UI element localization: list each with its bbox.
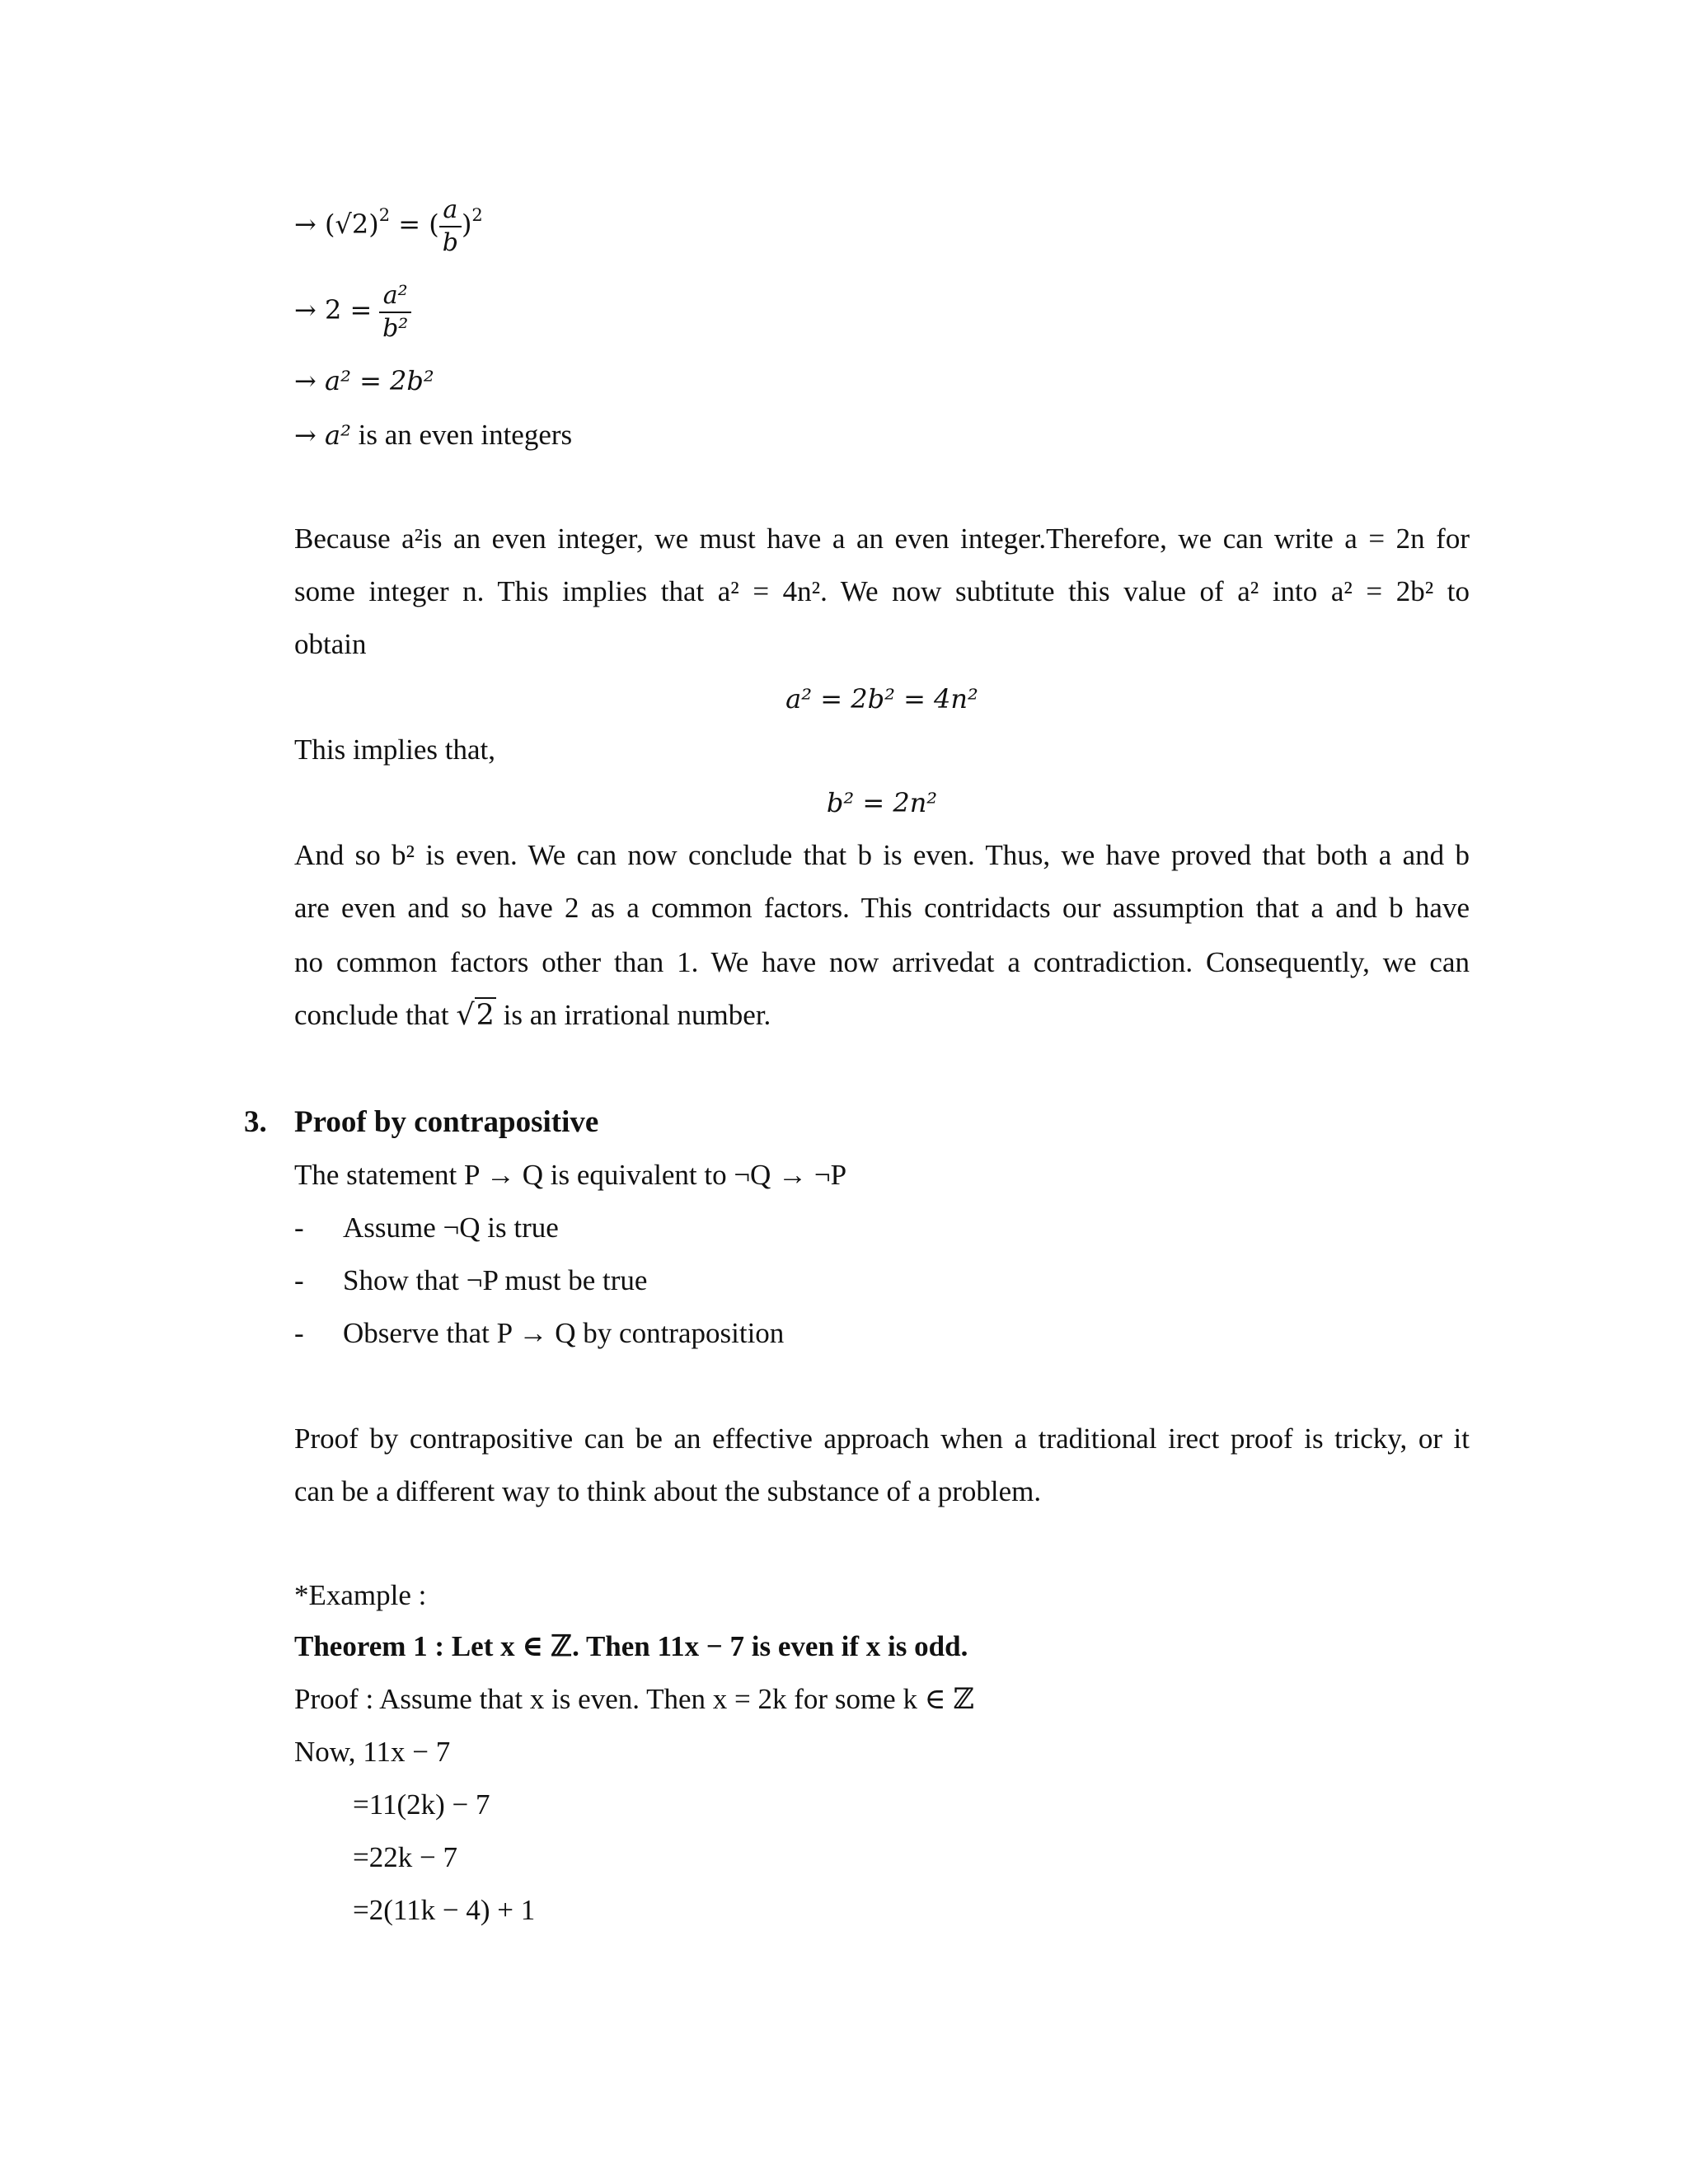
section-number: 3.: [244, 1105, 267, 1139]
fraction-a-over-b: $\frac{a}{b}$: [439, 194, 462, 259]
para2-line-3: no common factors other than 1. We have now arrivedat a contradiction. Consequently, we can: [294, 946, 1470, 978]
bullet-dash: -: [294, 1317, 304, 1349]
proof-step: =22k − 7: [353, 1841, 457, 1873]
contrapositive-para-line-1: Proof by contrapositive can be an effective approach when a traditional irect proof is tricky, or it: [294, 1422, 1470, 1455]
contrapositive-para-line-2: can be a different way to think about the substance of a problem.: [294, 1475, 1042, 1507]
derivation-line-4: → a² is an even integers: [294, 419, 573, 451]
sqrt-two: √2: [456, 999, 495, 1032]
derivation-line-1: → $(√2)^2$ = ( $\frac{a}{b}$ )$^2$: [294, 195, 483, 257]
proof-step: =2(11k − 4) + 1: [353, 1894, 536, 1926]
para1-line-1: Because a²is an even integer, we must have a an even integer.Therefore, we can write a = 2n for: [294, 523, 1470, 555]
para2-line-2: are even and so have 2 as a common factors. This contridacts our assumption that a and b have: [294, 892, 1470, 924]
fraction-a2-over-b2: $\frac{\text{a²}}{\text{b²}}$: [379, 280, 411, 344]
para1-line-4: This implies that,: [294, 733, 496, 766]
example-label: *Example :: [294, 1579, 427, 1611]
bullet-dash: -: [294, 1264, 304, 1296]
contrapositive-statement: The statement P → Q is equivalent to ¬Q → ¬P: [294, 1159, 847, 1191]
theorem-statement: Theorem 1 : Let x ∈ ℤ. Then 11x − 7 is even if x is odd.: [294, 1630, 968, 1662]
sqrt-two-term: (√2): [324, 209, 379, 241]
proof-line: Proof : Assume that x is even. Then x = 2k for some k ∈ ℤ: [294, 1683, 974, 1715]
para1-line-3: obtain: [294, 628, 367, 660]
bullet-item: Observe that P → Q by contraposition: [343, 1317, 785, 1349]
bullet-dash: -: [294, 1212, 304, 1244]
para2-line-1: And so b² is even. We can now conclude that b is even. Thus, we have proved that both a and b: [294, 839, 1470, 871]
derivation-line-3: → a² = 2b²: [294, 365, 434, 396]
derivation-line-2: → 2 = $\frac{\text{a²}}{\text{b²}}$: [294, 280, 411, 344]
para2-line-4: conclude that √2 is an irrational number.: [294, 999, 771, 1032]
proof-step: =11(2k) − 7: [353, 1788, 490, 1821]
bullet-item: Show that ¬P must be true: [343, 1264, 648, 1296]
equation-a2-2b2-4n2: a² = 2b² = 4n²: [785, 683, 978, 715]
para1-line-2: some integer n. This implies that a² = 4n². We now subtitute this value of a² into a² = 2b² to: [294, 575, 1470, 607]
section-title: Proof by contrapositive: [294, 1105, 599, 1139]
now-line: Now, 11x − 7: [294, 1736, 451, 1768]
bullet-item: Assume ¬Q is true: [343, 1212, 559, 1244]
equation-b2-2n2: b² = 2n²: [826, 787, 938, 818]
